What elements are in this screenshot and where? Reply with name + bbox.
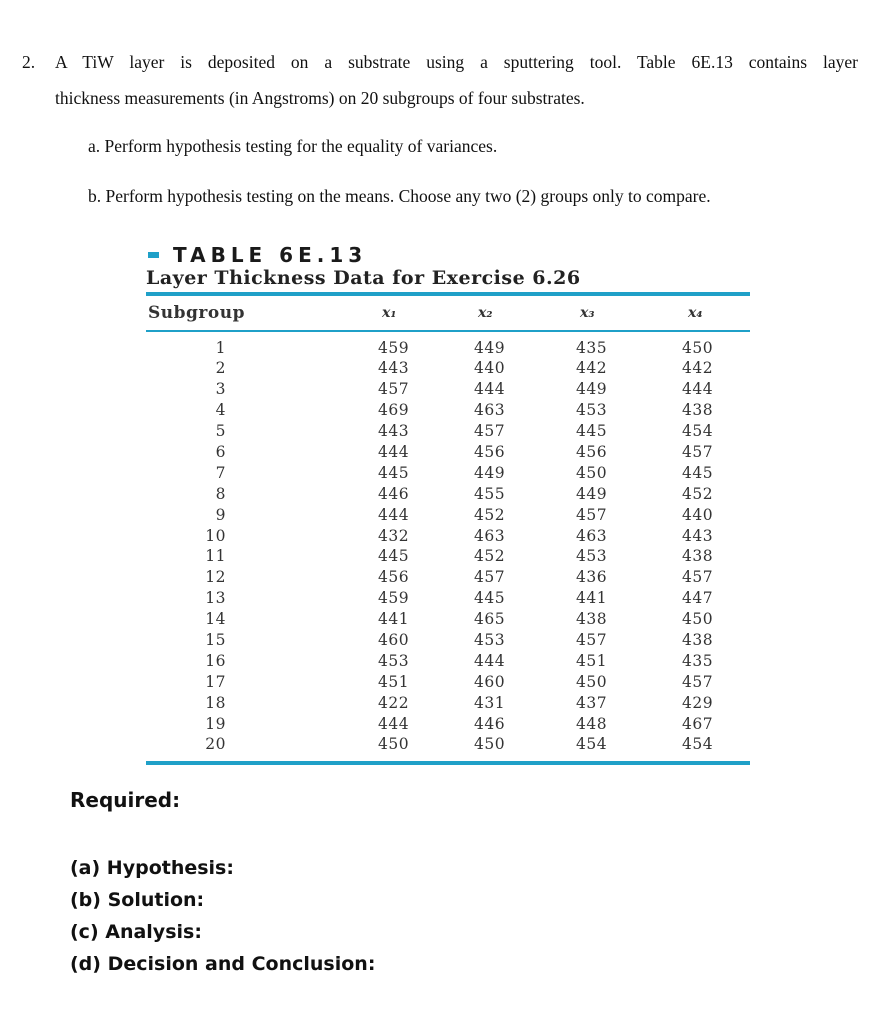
cell-x1: 446: [378, 484, 410, 503]
cell-x2: 463: [474, 526, 506, 545]
cell-x1: 459: [378, 589, 410, 608]
cell-x2: 463: [474, 401, 506, 420]
cell-x1: 422: [378, 693, 410, 712]
header-x4: x₄: [688, 305, 703, 321]
table-label-text: TABLE 6E.13: [173, 243, 368, 267]
cell-x1: 432: [378, 526, 410, 545]
table-row: [146, 463, 750, 484]
cell-subgroup: 3: [215, 380, 226, 399]
cell-x2: 456: [474, 442, 506, 461]
cell-x3: 457: [576, 630, 608, 649]
cell-x4: 447: [682, 589, 714, 608]
cell-x2: 460: [474, 672, 506, 691]
required-list: [70, 852, 375, 980]
cell-x1: 450: [378, 735, 410, 754]
cell-subgroup: 9: [215, 505, 226, 524]
header-x2: x₂: [478, 305, 493, 321]
cell-x4: 445: [682, 463, 714, 482]
table-row: [146, 651, 750, 672]
cell-x2: 465: [474, 610, 506, 629]
table-row: [146, 379, 750, 400]
cell-x1: 444: [378, 442, 410, 461]
bullet-icon: [148, 252, 159, 258]
part-a-text: a. Perform hypothesis testing for the equality of variances.: [88, 136, 498, 156]
cell-subgroup: 5: [215, 422, 226, 441]
table-caption: Layer Thickness Data for Exercise 6.26: [146, 267, 581, 289]
cell-x2: 449: [474, 338, 506, 357]
cell-x3: 457: [576, 505, 608, 524]
cell-x1: 469: [378, 401, 410, 420]
cell-x4: 435: [682, 651, 714, 670]
data-table: [146, 244, 750, 765]
required-heading: Required:: [70, 788, 181, 812]
cell-x2: 440: [474, 359, 506, 378]
cell-subgroup: 12: [205, 568, 226, 587]
cell-x4: 457: [682, 568, 714, 587]
cell-x4: 438: [682, 547, 714, 566]
table-row: [146, 505, 750, 526]
table-row: [146, 338, 750, 359]
cell-x3: 449: [576, 380, 608, 399]
table-row: [146, 484, 750, 505]
cell-x3: 438: [576, 610, 608, 629]
cell-x3: 445: [576, 422, 608, 441]
cell-x2: 449: [474, 463, 506, 482]
cell-x3: 454: [576, 735, 608, 754]
cell-subgroup: 14: [205, 610, 226, 629]
cell-x2: 455: [474, 484, 506, 503]
cell-x2: 446: [474, 714, 506, 733]
cell-x2: 444: [474, 651, 506, 670]
required-item-solution: (b) Solution:: [70, 889, 205, 911]
cell-x3: 437: [576, 693, 608, 712]
cell-x2: 457: [474, 422, 506, 441]
cell-subgroup: 4: [215, 401, 226, 420]
required-item-analysis: (c) Analysis:: [70, 921, 202, 943]
cell-x4: 454: [682, 735, 714, 754]
cell-x2: 452: [474, 505, 506, 524]
table-row: [146, 400, 750, 421]
cell-x2: 431: [474, 693, 506, 712]
cell-subgroup: 1: [215, 338, 226, 357]
cell-x1: 443: [378, 359, 410, 378]
table-body: [146, 332, 750, 762]
cell-x4: 457: [682, 672, 714, 691]
cell-subgroup: 18: [205, 693, 226, 712]
cell-x1: 456: [378, 568, 410, 587]
cell-x4: 457: [682, 442, 714, 461]
cell-subgroup: 15: [205, 630, 226, 649]
cell-x4: 442: [682, 359, 714, 378]
cell-subgroup: 13: [205, 589, 226, 608]
cell-x3: 448: [576, 714, 608, 733]
cell-x2: 444: [474, 380, 506, 399]
cell-x1: 445: [378, 547, 410, 566]
cell-x4: 450: [682, 610, 714, 629]
cell-x3: 441: [576, 589, 608, 608]
table-row: [146, 609, 750, 630]
table-row: [146, 421, 750, 442]
part-b-text: b. Perform hypothesis testing on the means. Choose any two (2) groups only to compare.: [88, 186, 711, 206]
cell-subgroup: 17: [205, 672, 226, 691]
table-row: [146, 358, 750, 379]
table-header-row: [146, 296, 750, 330]
required-item-hypothesis: (a) Hypothesis:: [70, 857, 234, 879]
cell-x3: 453: [576, 401, 608, 420]
cell-x3: 451: [576, 651, 608, 670]
cell-x3: 442: [576, 359, 608, 378]
cell-subgroup: 19: [205, 714, 226, 733]
question-text-line2: thickness measurements (in Angstroms) on 20 subgroups of four substrates.: [55, 88, 585, 108]
table-rule-bottom: [146, 761, 750, 765]
cell-x1: 444: [378, 714, 410, 733]
required-item-decision: (d) Decision and Conclusion:: [70, 953, 376, 975]
cell-x4: 440: [682, 505, 714, 524]
cell-subgroup: 7: [215, 463, 226, 482]
cell-x3: 463: [576, 526, 608, 545]
cell-x3: 449: [576, 484, 608, 503]
table-row: [146, 693, 750, 714]
cell-x3: 450: [576, 463, 608, 482]
cell-x4: 454: [682, 422, 714, 441]
question-text-line1: A TiW layer is deposited on a substrate using a sputtering tool. Table 6E.13 contains layer: [55, 52, 858, 72]
header-subgroup: Subgroup: [148, 303, 245, 323]
cell-x3: 453: [576, 547, 608, 566]
cell-x4: 438: [682, 401, 714, 420]
cell-x4: 450: [682, 338, 714, 357]
table-row: [146, 546, 750, 567]
cell-x4: 438: [682, 630, 714, 649]
table-row: [146, 588, 750, 609]
cell-x3: 450: [576, 672, 608, 691]
cell-subgroup: 11: [205, 547, 226, 566]
table-label: [146, 244, 750, 266]
table-row: [146, 630, 750, 651]
table-row: [146, 672, 750, 693]
table-row: [146, 734, 750, 755]
table-row: [146, 442, 750, 463]
cell-x1: 443: [378, 422, 410, 441]
header-x1: x₁: [382, 305, 397, 321]
cell-x1: 451: [378, 672, 410, 691]
cell-x1: 444: [378, 505, 410, 524]
cell-subgroup: 8: [215, 484, 226, 503]
cell-x1: 460: [378, 630, 410, 649]
cell-x1: 445: [378, 463, 410, 482]
cell-x4: 429: [682, 693, 714, 712]
cell-x2: 457: [474, 568, 506, 587]
cell-x3: 436: [576, 568, 608, 587]
cell-x1: 459: [378, 338, 410, 357]
cell-x4: 452: [682, 484, 714, 503]
header-x3: x₃: [580, 305, 595, 321]
table-row: [146, 567, 750, 588]
cell-subgroup: 16: [205, 651, 226, 670]
cell-x2: 453: [474, 630, 506, 649]
cell-x2: 452: [474, 547, 506, 566]
cell-x1: 441: [378, 610, 410, 629]
cell-subgroup: 10: [205, 526, 226, 545]
cell-subgroup: 2: [215, 359, 226, 378]
cell-subgroup: 6: [215, 442, 226, 461]
cell-x1: 453: [378, 651, 410, 670]
cell-subgroup: 20: [205, 735, 226, 754]
table-row: [146, 526, 750, 547]
question-number: 2.: [22, 52, 36, 72]
cell-x4: 443: [682, 526, 714, 545]
cell-x4: 444: [682, 380, 714, 399]
cell-x2: 450: [474, 735, 506, 754]
table-row: [146, 714, 750, 735]
cell-x2: 445: [474, 589, 506, 608]
cell-x1: 457: [378, 380, 410, 399]
cell-x4: 467: [682, 714, 714, 733]
cell-x3: 456: [576, 442, 608, 461]
question-block: [22, 44, 858, 116]
cell-x3: 435: [576, 338, 608, 357]
